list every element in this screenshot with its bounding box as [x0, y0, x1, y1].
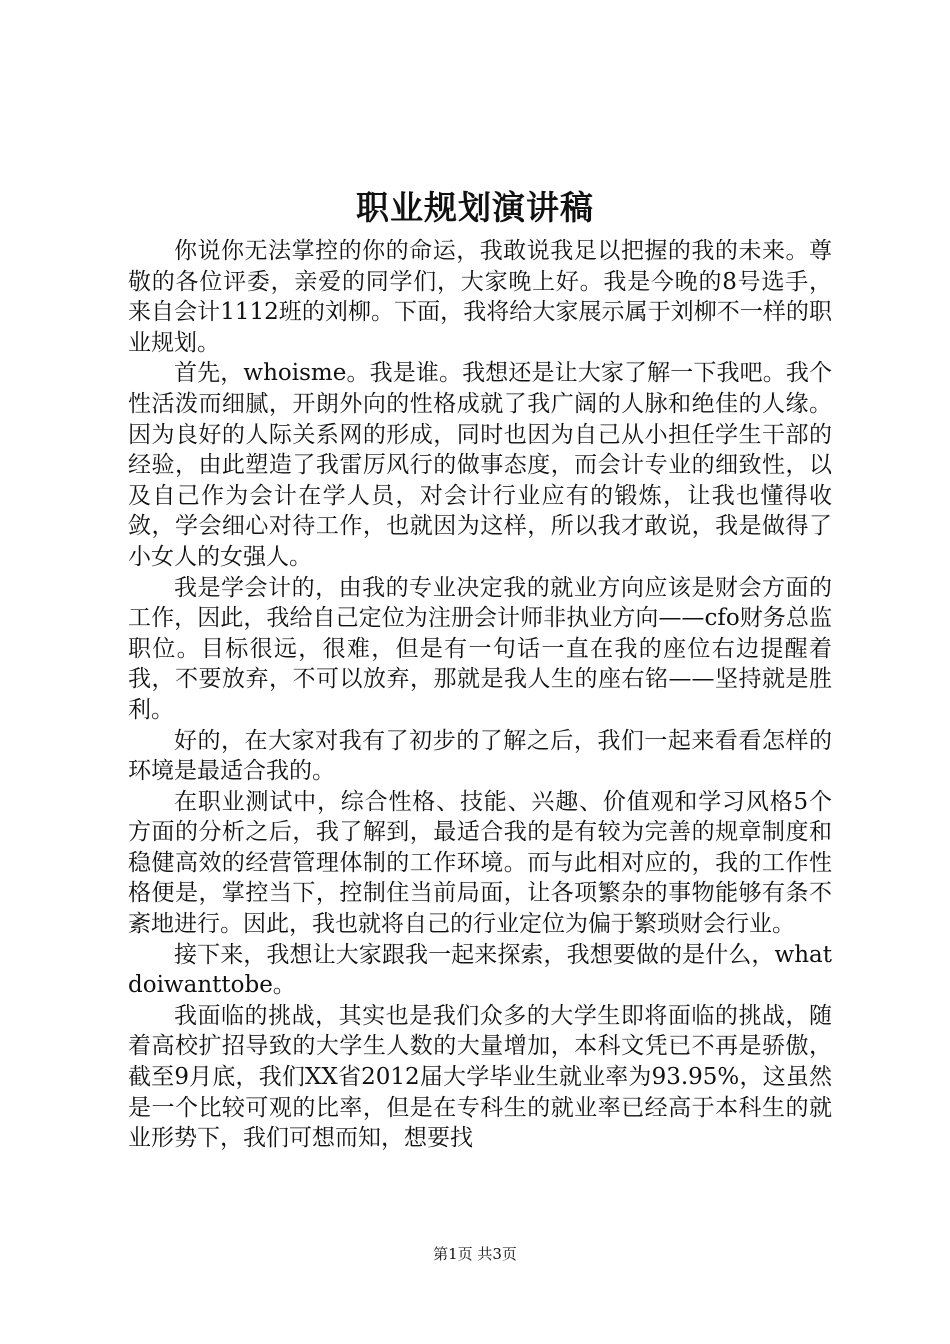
document-title: 职业规划演讲稿: [356, 188, 594, 227]
paragraph: 首先，whoisme。我是谁。我想还是让大家了解一下我吧。我个性活泼而细腻，开朗外向的性格成就了我广阔的人脉和绝佳的人缘。因为良好的人际关系网的形成，同时也因为自己从小担任学生干部的经验，由此塑造了我雷厉风行的做事态度，而会计专业的细致性，以及自己作为会计在学人员，对会计行业应有的锻炼，让我也懂得收敛，学会细心对待工作，也就因为这样，所以我才敢说，我是做得了小女人的女强人。: [128, 360, 832, 570]
paragraph: 在职业测试中，综合性格、技能、兴趣、价值观和学习风格5个方面的分析之后，我了解到，最适合我的是有较为完善的规章制度和稳健高效的经营管理体制的工作环境。而与此相对应的，我的工作性格便是，掌控当下，控制住当前局面，让各项繁杂的事物能够有条不紊地进行。因此，我也就将自己的行业定位为偏于繁琐财会行业。: [128, 788, 832, 938]
paragraph: 接下来，我想让大家跟我一起来探索，我想要做的是什么，whatdoiwanttobe。: [128, 941, 832, 999]
page-number-footer: 第1页 共3页: [433, 1245, 517, 1263]
paragraph: 我是学会计的，由我的专业决定我的就业方向应该是财会方面的工作，因此，我给自己定位为注册会计师非执业方向——cfo财务总监职位。目标很远，很难，但是有一句话一直在我的座位右边提醒着我，不要放弃，不可以放弃，那就是我人生的座右铭——坚持就是胜利。: [128, 574, 832, 723]
paragraph: 好的，在大家对我有了初步的了解之后，我们一起来看看怎样的环境是最适合我的。: [128, 727, 832, 785]
paragraph: 我面临的挑战，其实也是我们众多的大学生即将面临的挑战，随着高校扩招导致的大学生人数的大量增加，本科文凭已不再是骄傲，截至9月底，我们XX省2012届大学毕业生就业率为93.95%，这虽然是一个比较可观的比率，但是在专科生的就业率已经高于本科生的就业形势下，我们可想而知，想要找: [128, 1002, 832, 1152]
paragraph: 你说你无法掌控的你的命运，我敢说我足以把握的我的未来。尊敬的各位评委，亲爱的同学们，大家晚上好。我是今晚的8号选手，来自会计1112班的刘柳。下面，我将给大家展示属于刘柳不一样的职业规划。: [128, 238, 832, 356]
document-body: [128, 236, 832, 1154]
